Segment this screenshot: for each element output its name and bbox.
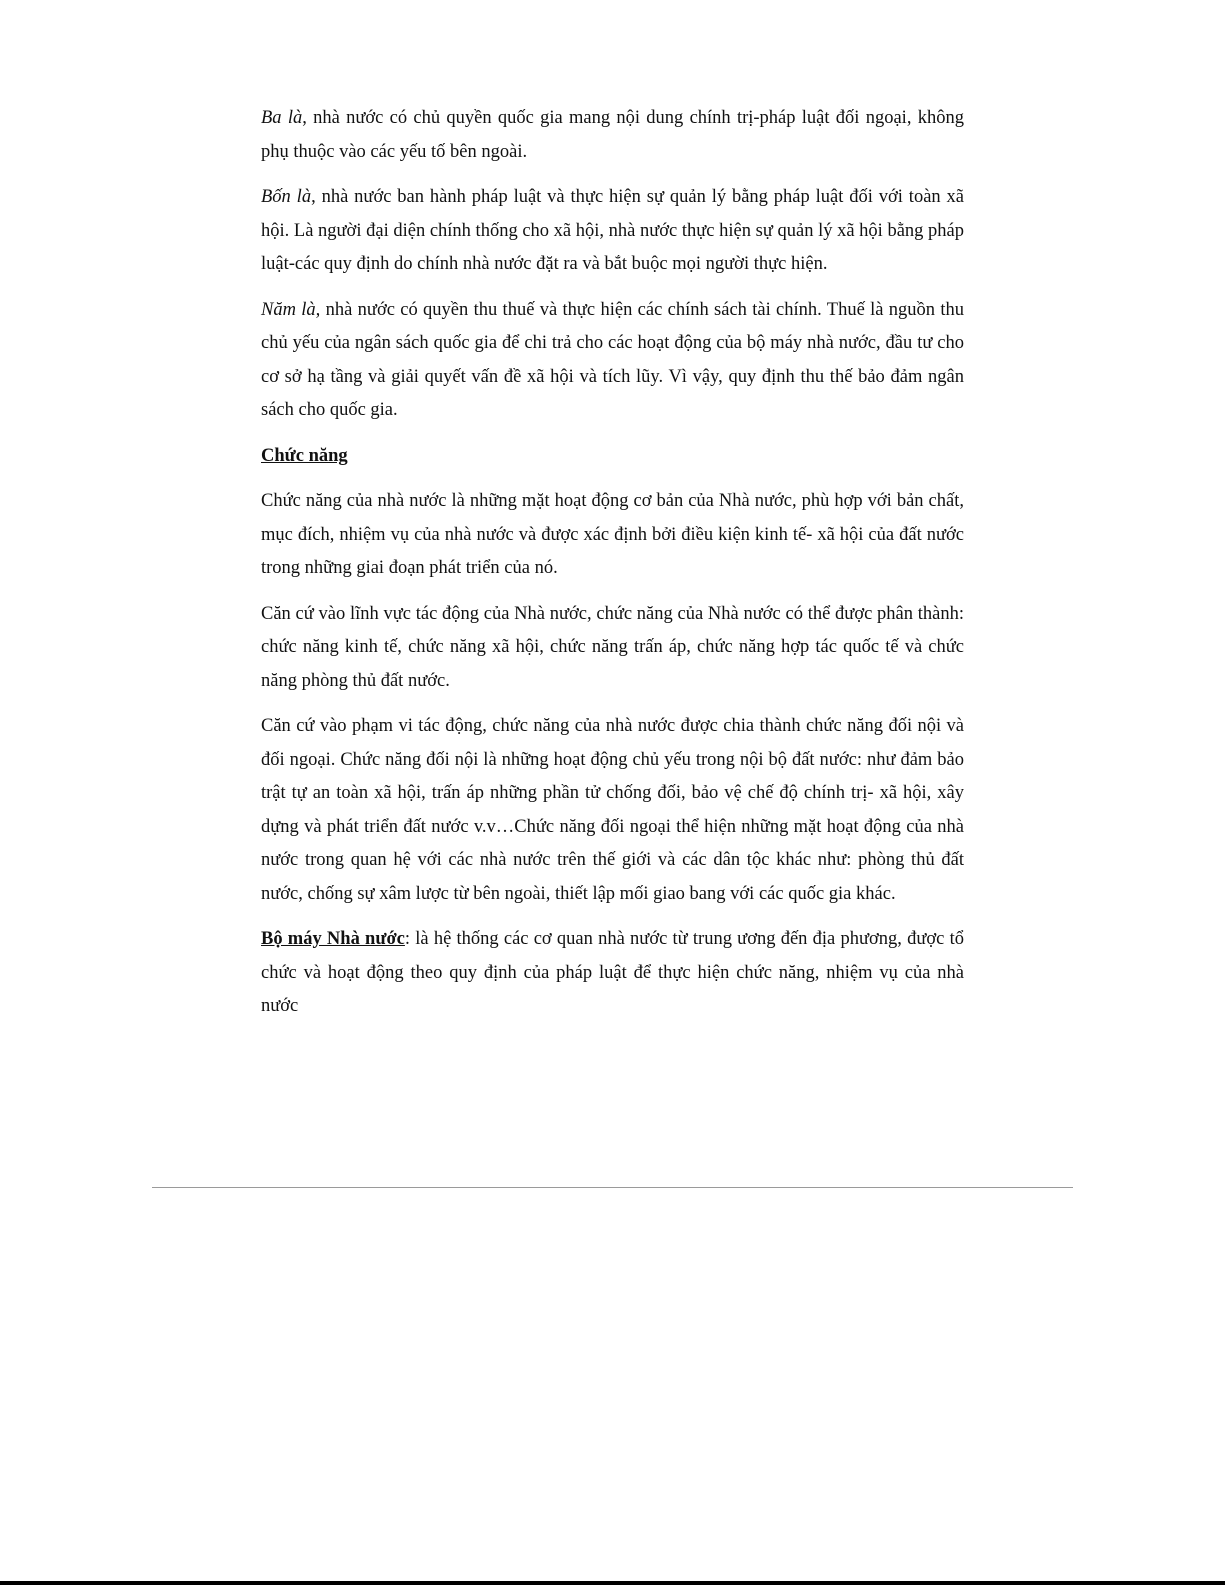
function-paragraph: Căn cứ vào phạm vi tác động, chức năng của nhà nước được chia thành chức năng đối nội và đối ngoại. Chức năng đối nội là những hoạt động chủ yếu trong nội bộ đất nước: như đảm bảo trật tự an toàn xã hội, trấn áp những phần tử chống đối, bảo vệ chế độ chính trị- xã hội, xây dựng và phát triển đất nước v.v…Chức năng đối ngoại thể hiện những mặt hoạt động của nhà nước trong quan hệ với các nhà nước trên thế giới và các dân tộc khác như: phòng thủ đất nước, chống sự xâm lược từ bên ngoài, thiết lập mối giao bang với các quốc gia khác. [261, 716, 964, 904]
bottom-edge-bar [0, 1581, 1225, 1585]
paragraph-lead: Năm là, [261, 299, 321, 320]
paragraph-text: nhà nước có quyền thu thuế và thực hiện các chính sách tài chính. Thuế là nguồn thu chủ yếu của ngân sách quốc gia để chi trả cho các hoạt động của bộ máy nhà nước, đầu tư cho cơ sở hạ tầng và giải quyết vấn đề xã hội và tích lũy. Vì vậy, quy định thu thế bảo đảm ngân sách cho quốc gia. [261, 299, 965, 420]
paragraph-lead: Ba là [261, 108, 303, 128]
paragraph-text: , nhà nước có chủ quyền quốc gia mang nội dung chính trị-pháp luật đối ngoại, không phụ thuộc vào các yếu tố bên ngoài. [261, 108, 964, 162]
paragraph-bon-la [261, 181, 964, 282]
function-paragraph: Chức năng của nhà nước là những mặt hoạt động cơ bản của Nhà nước, phù hợp với bản chất, mục đích, nhiệm vụ của nhà nước và được xác định bởi điều kiện kinh tế- xã hội của đất nước trong những giai đoạn phát triển của nó. [261, 491, 964, 578]
paragraph-nam-la [261, 294, 964, 428]
paragraph-lead: Bốn là [261, 187, 312, 207]
paragraph-text: , nhà nước ban hành pháp luật và thực hiện sự quản lý bằng pháp luật đối với toàn xã hội. Là người đại diện chính thống cho xã hội, nhà nước thực hiện sự quản lý xã hội bằng pháp luật-các quy định do chính nhà nước đặt ra và bắt buộc mọi người thực hiện. [261, 187, 964, 274]
paragraph-ba-la [261, 102, 964, 169]
apparatus-term: Bộ máy Nhà nước [261, 929, 405, 949]
apparatus-text: : là hệ thống các cơ quan nhà nước từ trung ương đến địa phương, được tổ chức và hoạt động theo quy định của pháp luật để thực hiện chức năng, nhiệm vụ của nhà nước [261, 929, 964, 1016]
function-paragraph: Căn cứ vào lĩnh vực tác động của Nhà nước, chức năng của Nhà nước có thể được phân thành: chức năng kinh tế, chức năng xã hội, chức năng trấn áp, chức năng hợp tác quốc tế và chức năng phòng thủ đất nước. [261, 603, 964, 691]
document-body [261, 102, 964, 1036]
apparatus-paragraph [261, 923, 964, 1024]
page-divider [152, 1187, 1073, 1188]
section-heading: Chức năng [261, 445, 348, 466]
